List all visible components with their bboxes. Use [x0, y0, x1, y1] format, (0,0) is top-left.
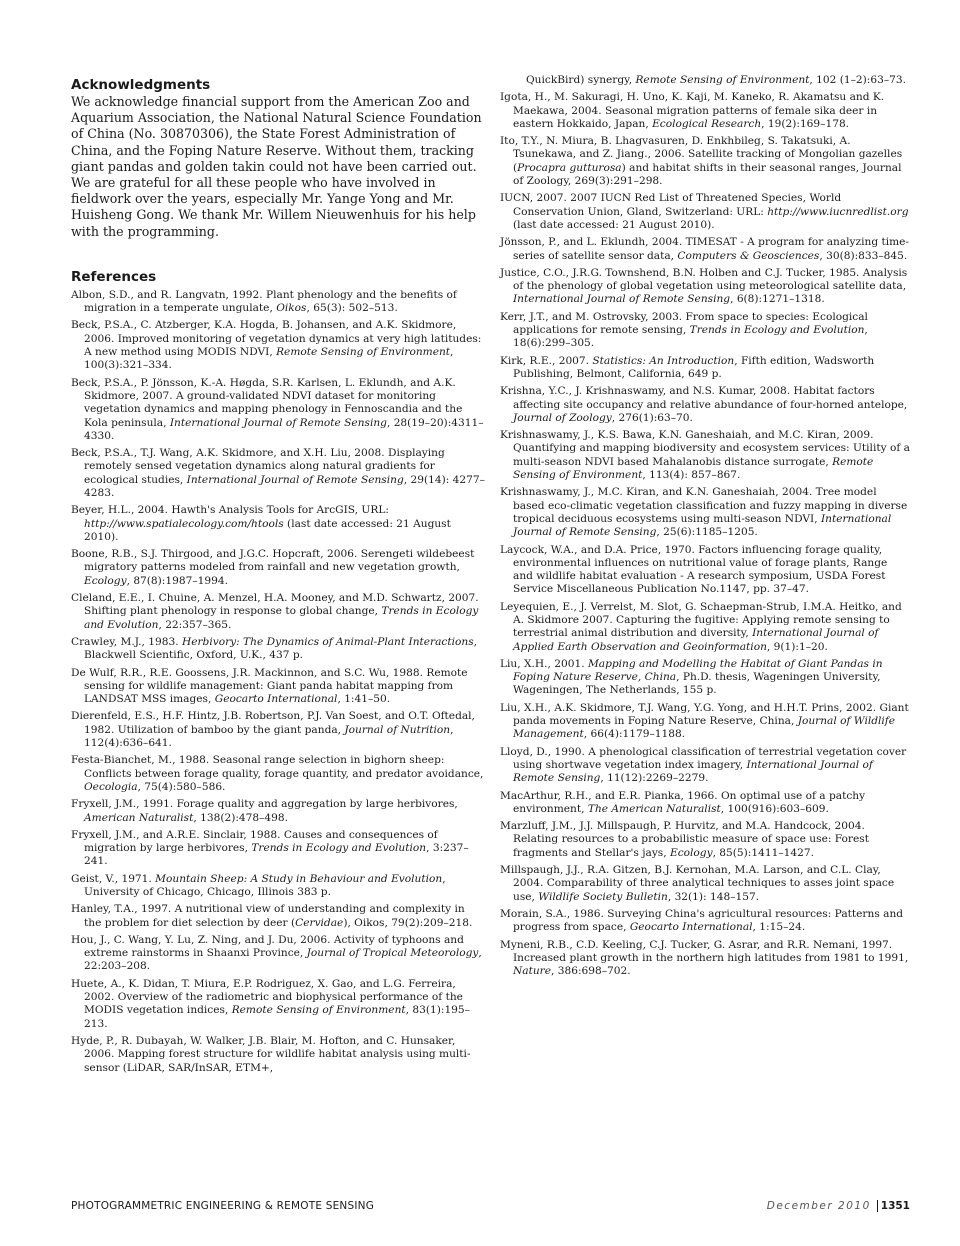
reference-entry	[71, 319, 485, 372]
reference-entry	[500, 790, 910, 817]
references-heading: References	[71, 268, 157, 285]
reference-italic: Herbivory: The Dynamics of Animal-Plant Interactions	[181, 635, 474, 648]
reference-text: ) and habitat shifts in their seasonal ranges, Journal of Zoology, 269(3):291–298.	[513, 161, 902, 188]
reference-italic: Trends in Ecology and Evolution	[689, 324, 865, 337]
reference-entry	[71, 377, 485, 443]
reference-entry	[71, 978, 485, 1031]
reference-entry	[500, 135, 910, 188]
reference-entry	[500, 74, 910, 87]
footer-page-info	[767, 1200, 910, 1212]
reference-italic: Nature	[513, 965, 551, 978]
reference-entry	[500, 91, 910, 131]
reference-text: Beck, P.S.A., P. Jönsson, K.-A. Høgda, S.R. Karlsen, L. Eklundh, and A.K. Skidmore, 2007. A ground-validated NDVI dataset for monitoring vegetation dynamics and mapping phenology in Fennoscandia and the Kola peninsula,	[71, 376, 463, 429]
reference-italic: Remote Sensing of Environment	[513, 455, 874, 482]
reference-text: , 22:357–365.	[158, 618, 232, 631]
reference-italic: Mapping and Modelling the Habitat of Giant Pandas in Foping Nature Reserve, China	[513, 657, 883, 684]
reference-text: , 87(8):1987–1994.	[126, 574, 228, 587]
reference-text: (last date accessed: 21 August 2010).	[84, 517, 451, 543]
reference-text: Leyequien, E., J. Verrelst, M. Slot, G. Schaepman-Strub, I.M.A. Heitko, and A. Skidmore 2007. Capturing the fugitive: Applying remote sensing to terrestrial animal distribution and diversity,	[500, 600, 902, 640]
reference-text: IUCN, 2007. 2007 IUCN Red List of Threatened Species, World Conservation Union, Gland, Switzerland: URL:	[500, 192, 842, 218]
reference-text: , 29(14): 4277–4283.	[84, 473, 485, 499]
reference-entry	[71, 504, 485, 544]
reference-italic: International Journal of Applied Earth Observation and Geoinformation	[513, 627, 879, 653]
reference-entry	[71, 873, 485, 900]
reference-text: , 65(3): 502–513.	[306, 302, 398, 315]
reference-list-left	[71, 289, 485, 1075]
reference-text: Dierenfeld, E.S., H.F. Hintz, J.B. Robertson, P.J. Van Soest, and O.T. Oftedal, 1982. Utilization of bamboo by the giant panda,	[71, 710, 475, 736]
reference-text: Krishnaswamy, J., K.S. Bawa, K.N. Ganeshaiah, and M.C. Kiran, 2009. Quantifying and mapping biodiversity and ecosystem services: Utility of a multi-season NDVI based Mahalanobis distance surrogate,	[500, 429, 910, 468]
acknowledgments-heading: Acknowledgments	[71, 77, 211, 93]
reference-italic: http://www.iucnredlist.org	[767, 205, 909, 218]
reference-text: Morain, S.A., 1986. Surveying China's agricultural resources: Patterns and progress from space,	[500, 907, 904, 934]
reference-text: , 11(12):2269–2279.	[600, 772, 709, 785]
reference-entry	[71, 447, 485, 500]
reference-text: , 66(4):1179–1188.	[583, 728, 686, 741]
reference-text: QuickBird) synergy,	[526, 74, 636, 86]
reference-text: ), Oikos, 79(2):209–218.	[343, 916, 473, 929]
reference-text: , 3:237–241.	[84, 842, 469, 868]
reference-text: , 25(6):1185–1205.	[656, 526, 758, 539]
reference-entry	[500, 385, 910, 425]
reference-entry	[71, 592, 485, 632]
reference-entry	[500, 601, 910, 654]
reference-entry	[71, 829, 485, 869]
reference-text: , 386:698–702.	[551, 965, 631, 978]
reference-text: Myneni, R.B., C.D. Keeling, C.J. Tucker, G. Asrar, and R.R. Nemani, 1997. Increased plant growth in the northern high latitudes from 1981 to 1991,	[500, 938, 909, 964]
reference-text: Fryxell, J.M., and A.R.E. Sinclair, 1988. Causes and consequences of migration by large herbivores,	[71, 828, 438, 855]
reference-text: Beck, P.S.A., T.J. Wang, A.K. Skidmore, and X.H. Liu, 2008. Displaying remotely sensed vegetation dynamics along natural gradients for ecological studies,	[71, 447, 445, 486]
reference-text: Krishnaswamy, J., M.C. Kiran, and K.N. Ganeshaiah, 2004. Tree model based eco-climatic vegetation classification and fuzzy mapping in diverse tropical deciduous ecosystems using multi-season NDVI,	[500, 486, 908, 525]
reference-italic: Ecology	[84, 574, 127, 587]
reference-entry	[500, 267, 910, 307]
reference-text: , 19(2):169–178.	[761, 117, 850, 130]
reference-italic: Ecology	[669, 846, 713, 859]
reference-text: Kerr, J.T., and M. Ostrovsky, 2003. From space to species: Ecological applications for remote sensing,	[500, 310, 868, 337]
reference-text: Laycock, W.A., and D.A. Price, 1970. Factors influencing forage quality, environmental influences on nutritional value of forage plants, Range and wildlife habitat evaluation - A research symposium, USDA Forest Service Miscellaneous Publication No.1147, pp. 37–47.	[500, 543, 888, 596]
reference-text: Huete, A., K. Didan, T. Miura, E.P. Rodriguez, X. Gao, and L.G. Ferreira, 2002. Overview of the radiometric and biophysical performance of the MODIS vegetation indices,	[71, 977, 463, 1017]
reference-text: , 28(19–20):4311–4330.	[84, 416, 484, 442]
reference-entry	[500, 355, 910, 382]
reference-text: , 112(4):636–641.	[84, 723, 454, 750]
reference-italic: Cervidae	[295, 916, 344, 929]
reference-italic: Statistics: An Introduction	[592, 354, 735, 367]
reference-italic: International Journal of Remote Sensing	[186, 473, 404, 486]
reference-text: Igota, H., M. Sakuragi, H. Uno, K. Kaji, M. Kaneko, R. Akamatsu and K. Maekawa, 2004. Seasonal migration patterns of female sika deer in eastern Hokkaido, Japan,	[500, 91, 885, 130]
reference-text: Ito, T.Y., N. Miura, B. Lhagvasuren, D. Enkhbileg, S. Takatsuki, A. Tsunekawa, and Z. Jiang., 2006. Satellite tracking of Mongolian gazelles (	[500, 135, 903, 174]
reference-text: Boone, R.B., S.J. Thirgood, and J.G.C. Hopcraft, 2006. Serengeti wildebeest migratory patterns modeled from rainfall and new vegetation growth,	[71, 548, 475, 574]
reference-italic: Remote Sensing of Environment	[231, 1004, 406, 1017]
footer-page-number: 1351	[877, 1200, 910, 1212]
reference-text: Crawley, M.J., 1983.	[71, 635, 182, 648]
reference-text: Liu, X.H., A.K. Skidmore, T.J. Wang, Y.G. Yong, and H.H.T. Prins, 2002. Giant panda movements in Foping Nature Reserve, China,	[500, 701, 909, 728]
reference-entry	[71, 903, 485, 930]
reference-italic: Journal of Nutrition	[344, 723, 451, 736]
reference-italic: Oecologia	[84, 780, 138, 793]
reference-text: , 102 (1–2):63–73.	[809, 74, 906, 86]
reference-entry	[500, 820, 910, 860]
reference-text: , 1:41–50.	[337, 693, 391, 706]
reference-entry	[500, 192, 910, 232]
reference-italic: Mountain Sheep: A Study in Behaviour and Evolution	[155, 872, 443, 885]
reference-text: , 1:15–24.	[752, 921, 806, 934]
reference-italic: Remote Sensing of Environment	[276, 346, 451, 359]
reference-text: Geist, V., 1971.	[71, 872, 156, 885]
reference-italic: Journal of Tropical Meteorology	[306, 947, 479, 960]
acknowledgments-body: We acknowledge financial support from the American Zoo and Aquarium Association, the National Natural Science Foundation of China (No. 30870306), the State Forest Administration of China, and the Foping Nature Reserve. Without them, tracking giant pandas and golden takin could not have been carried out. We are grateful for all these people who have involved in fieldwork over the years, especially Mr. Yange Yong and Mr. Huisheng Gong. We thank Mr. Willem Nieuwenhuis for his help with the programming.	[71, 94, 482, 239]
footer-journal-name: PHOTOGRAMMETRIC ENGINEERING & REMOTE SENSING	[71, 1200, 375, 1212]
reference-text: Beck, P.S.A., C. Atzberger, K.A. Hogda, B. Johansen, and A.K. Skidmore, 2006. Improved monitoring of vegetation dynamics at very high latitudes: A new method using MODIS NDVI,	[71, 319, 482, 359]
reference-text: , 9(1):1–20.	[766, 640, 828, 653]
reference-italic: Geocarto International	[214, 693, 338, 706]
reference-italic: Trends in Ecology and Evolution	[84, 605, 479, 631]
reference-text: Kirk, R.E., 2007.	[500, 354, 593, 367]
reference-text: , Ph.D. thesis, Wageningen University, Wageningen, The Netherlands, 155 p.	[513, 671, 881, 697]
reference-entry	[500, 908, 910, 935]
reference-italic: Remote Sensing of Environment	[635, 74, 810, 86]
right-column	[500, 74, 910, 982]
reference-text: , Fifth edition, Wadsworth Publishing, Belmont, California, 649 p.	[513, 354, 875, 380]
reference-text: , 100(916):603–609.	[720, 802, 829, 815]
reference-text: , 83(1):195–213.	[84, 1004, 470, 1030]
reference-italic: Journal of Wildlife Management	[513, 715, 896, 741]
reference-text: Lloyd, D., 1990. A phenological classification of terrestrial vegetation cover using shortwave vegetation index imagery,	[500, 745, 907, 771]
reference-text: , University of Chicago, Chicago, Illinois 383 p.	[84, 872, 446, 898]
reference-italic: Procapra gutturosa	[517, 161, 622, 174]
reference-text: , 85(5):1411–1427.	[712, 846, 814, 859]
reference-text: Krishna, Y.C., J. Krishnaswamy, and N.S. Kumar, 2008. Habitat factors affecting site occupancy and relative abundance of four-horned antelope,	[500, 385, 908, 411]
reference-entry	[500, 544, 910, 597]
reference-text: , 32(1): 148–157.	[667, 890, 760, 903]
reference-text: Cleland, E.E., I. Chuine, A. Menzel, H.A. Mooney, and M.D. Schwartz, 2007. Shifting plant phenology in response to global change,	[71, 592, 479, 618]
reference-entry	[71, 934, 485, 974]
reference-text: Marzluff, J.M., J.J. Millspaugh, P. Hurvitz, and M.A. Handcock, 2004. Relating resources to a probabilistic measure of space use: Forest fragments and Stellar's jays,	[500, 820, 869, 859]
reference-text: , 18(6):299–305.	[513, 324, 868, 350]
reference-text: MacArthur, R.H., and E.R. Pianka, 1966. On optimal use of a patchy environment,	[500, 789, 866, 815]
reference-italic: American Naturalist	[84, 811, 194, 824]
reference-text: , 100(3):321–334.	[84, 346, 454, 372]
reference-entry	[500, 486, 910, 539]
reference-text: , 276(1):63–70.	[611, 411, 693, 424]
reference-italic: Oikos	[276, 302, 307, 315]
reference-text: Hou, J., C. Wang, Y. Lu, Z. Ning, and J. Du, 2006. Activity of typhoons and extreme rainstorms in Shaanxi Province,	[71, 933, 464, 960]
reference-entry	[71, 289, 485, 316]
reference-entry	[71, 710, 485, 750]
reference-text: Hyde, P., R. Dubayah, W. Walker, J.B. Blair, M. Hofton, and C. Hunsaker, 2006. Mapping forest structure for wildlife habitat analysis using multi-sensor (LiDAR, SAR/InSAR, ETM+,	[71, 1034, 471, 1074]
reference-list-right	[500, 74, 910, 978]
reference-italic: International Journal of Remote Sensing	[513, 758, 873, 785]
reference-entry	[71, 1035, 485, 1075]
reference-text: , 6(8):1271–1318.	[730, 293, 825, 306]
reference-entry	[500, 429, 910, 482]
reference-italic: International Journal of Remote Sensing	[513, 512, 892, 539]
reference-italic: Geocarto International	[629, 921, 753, 934]
reference-text: Justice, C.O., J.R.G. Townshend, B.N. Holben and C.J. Tucker, 1985. Analysis of the phenology of global vegetation using meteorological satellite data,	[500, 266, 908, 293]
reference-italic: Computers & Geosciences	[677, 249, 820, 262]
reference-italic: Wildlife Society Bulletin	[538, 890, 668, 903]
reference-entry	[500, 702, 910, 742]
reference-text: , Blackwell Scientific, Oxford, U.K., 437 p.	[84, 635, 478, 662]
reference-italic: The American Naturalist	[587, 802, 721, 815]
reference-italic: Trends in Ecology and Evolution	[251, 842, 427, 855]
reference-text: Festa-Bianchet, M., 1988. Seasonal range selection in bighorn sheep: Conflicts between forage quality, forage quantity, and predator avoidance,	[71, 754, 484, 780]
reference-text: , 22:203–208.	[84, 947, 482, 973]
reference-text: De Wulf, R.R., R.E. Goossens, J.R. Mackinnon, and S.C. Wu, 1988. Remote sensing for wildlife management: Giant panda habitat mapping from LANDSAT MSS images,	[71, 666, 468, 706]
reference-text: Fryxell, J.M., 1991. Forage quality and aggregation by large herbivores,	[71, 798, 458, 811]
reference-text: (last date accessed: 21 August 2010).	[513, 218, 715, 231]
reference-italic: International Journal of Remote Sensing	[169, 416, 387, 429]
reference-italic: International Journal of Remote Sensing	[513, 293, 731, 306]
reference-entry	[500, 236, 910, 263]
reference-entry	[500, 658, 910, 698]
reference-text: , 75(4):580–586.	[137, 780, 226, 793]
reference-entry	[71, 548, 485, 588]
reference-entry	[71, 636, 485, 663]
reference-text: Millspaugh, J.J., R.A. Gitzen, B.J. Kernohan, M.A. Larson, and C.L. Clay, 2004. Comparability of three analytical techniques to asses joint space use,	[500, 864, 895, 903]
reference-text: Liu, X.H., 2001.	[500, 657, 588, 670]
reference-italic: http://www.spatialecology.com/htools	[84, 517, 284, 530]
reference-text: , 113(4): 857–867.	[642, 469, 741, 482]
left-column	[71, 74, 485, 1079]
reference-italic: Journal of Zoology	[513, 411, 612, 424]
reference-text: Hanley, T.A., 1997. A nutritional view of understanding and complexity in the problem for diet selection by deer (	[71, 903, 465, 929]
reference-entry	[71, 754, 485, 794]
reference-entry	[500, 311, 910, 351]
reference-entry	[500, 864, 910, 904]
reference-entry	[71, 667, 485, 707]
reference-text: , 138(2):478–498.	[193, 811, 289, 824]
reference-text: Jönsson, P., and L. Eklundh, 2004. TIMESAT - A program for analyzing time-series of satellite sensor data,	[500, 236, 910, 262]
reference-entry	[71, 798, 485, 825]
reference-entry	[500, 939, 910, 979]
reference-text: , 30(8):833–845.	[819, 249, 908, 262]
reference-text: Beyer, H.L., 2004. Hawth's Analysis Tools for ArcGIS, URL:	[71, 504, 389, 517]
reference-italic: Ecological Research	[652, 117, 762, 130]
reference-text: Albon, S.D., and R. Langvatn, 1992. Plant phenology and the benefits of migration in a temperate ungulate,	[71, 288, 457, 315]
reference-entry	[500, 746, 910, 786]
footer-month: December 2010	[766, 1200, 871, 1212]
